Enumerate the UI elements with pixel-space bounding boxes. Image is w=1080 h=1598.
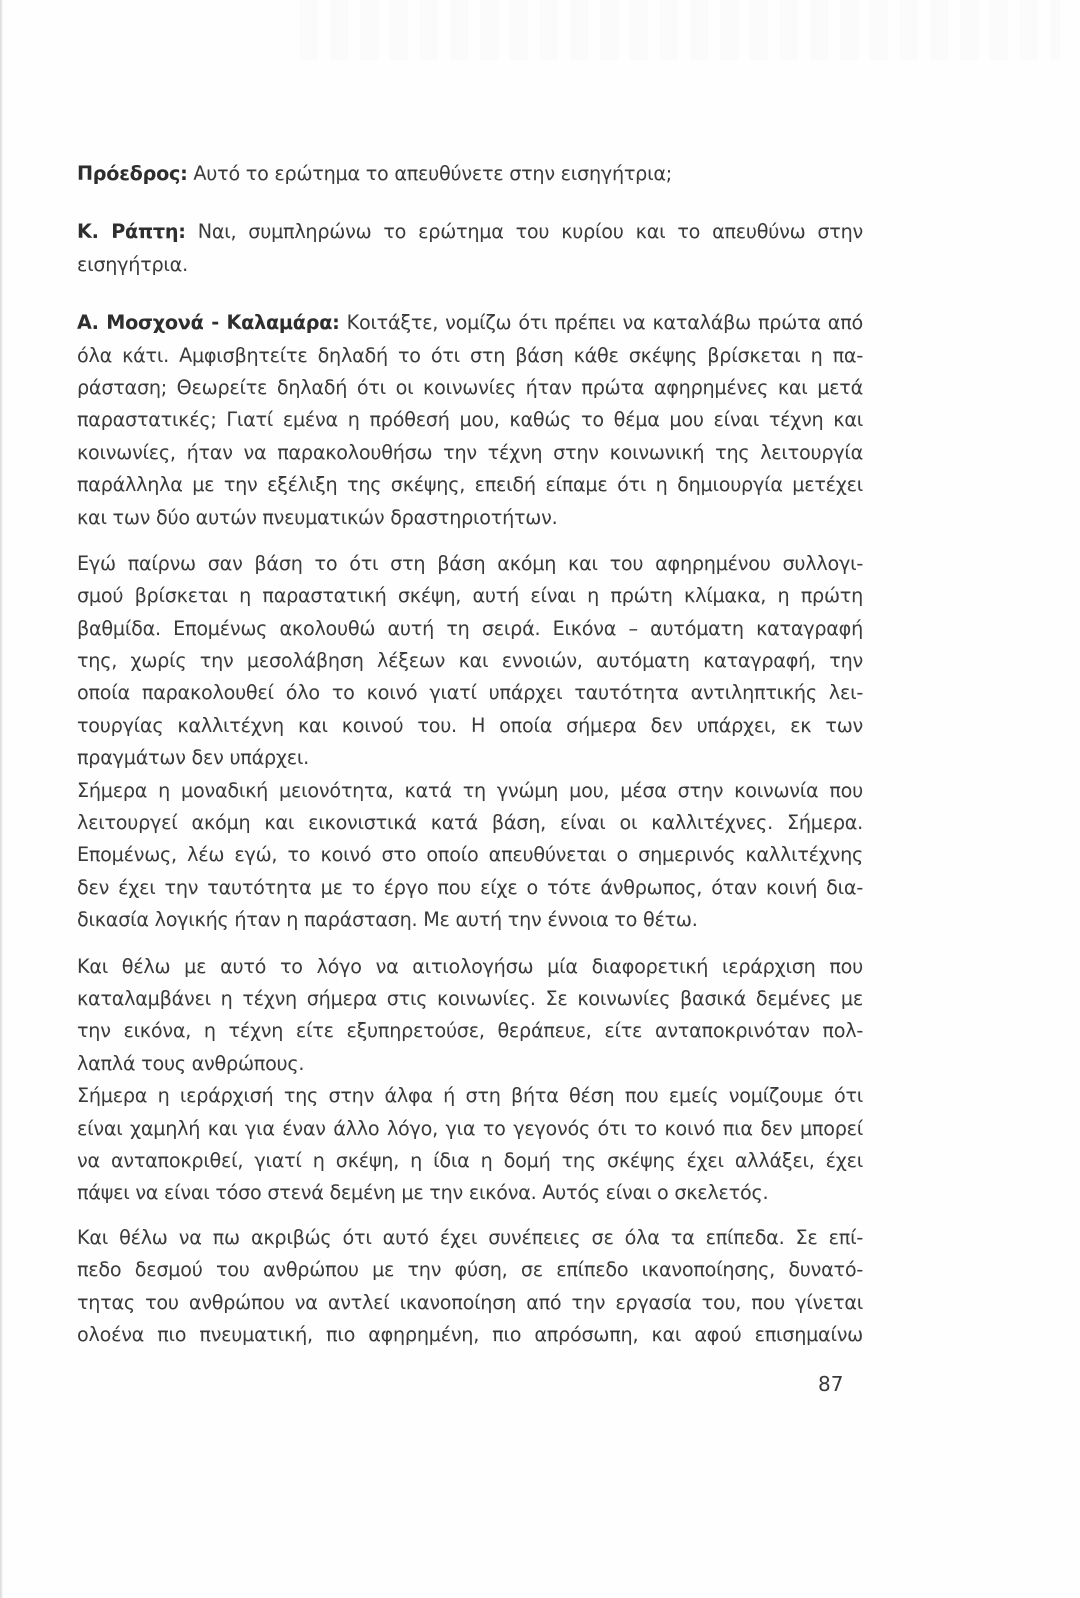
text-line: πάψει να είναι τόσο στενά δεμένη με την εικόνα. Αυτός είναι ο σκελετός. (77, 1181, 769, 1205)
text-line: της, χωρίς την μεσολάβηση λέξεων και εννοιών, αυτόματη καταγραφή, την (77, 649, 863, 673)
paragraph (77, 1222, 863, 1352)
line-text: Ναι, συμπληρώνω το ερώτημα του κυρίου και το απευθύνω στην (185, 220, 863, 244)
paragraph-raptis (77, 216, 863, 281)
text-line: τητας του ανθρώπου να αντλεί ικανοποίηση από την εργασία του, που γίνεται (77, 1290, 863, 1314)
text-line: όλα κάτι. Αμφισβητείτε δηλαδή το ότι στη βάση κάθε σκέψης βρίσκεται η πα- (77, 343, 863, 367)
page-edge (0, 0, 3, 1598)
scan-show-through (300, 0, 1060, 60)
speaker-name: Κ. Ράπτη: (77, 220, 186, 244)
paragraph-gap (77, 534, 863, 548)
text-line: λειτουργεί ακόμη και εικονιστικά κατά βάση, είναι οι καλλιτέχνες. Σήμερα. (77, 811, 863, 835)
text-line: οποία παρακολουθεί όλο το κοινό γιατί υπάρχει ταυτότητα αντιληπτικής λει- (77, 681, 863, 705)
paragraph (77, 951, 863, 1081)
text-line: πραγμάτων δεν υπάρχει. (77, 746, 309, 770)
text-line: Εγώ παίρνω σαν βάση το ότι στη βάση ακόμη και του αφηρημένου συλλογι- (77, 551, 863, 575)
speaker-name: Α. Μοσχονά - Καλαμάρα: (77, 311, 340, 335)
text-line: την εικόνα, η τέχνη είτε εξυπηρετούσε, θεράπευε, είτε ανταποκρινόταν πολ- (77, 1019, 863, 1043)
text-line: πεδο δεσμού του ανθρώπου με την φύση, σε επίπεδο ικανοποίησης, δυνατό- (77, 1258, 863, 1282)
text-line: Και θέλω με αυτό το λόγο να αιτιολογήσω μία διαφορετική ιεράρχιση που (77, 954, 863, 978)
text-line: βαθμίδα. Επομένως ακολουθώ αυτή τη σειρά. Εικόνα – αυτόματη καταγραφή (77, 616, 863, 640)
text-line: δικασία λογικής ήταν η παράσταση. Με αυτή την έννοια το θέτω. (77, 908, 698, 932)
text-line: δεν έχει την ταυτότητα με το έργο που είχε ο τότε άνθρωπος, όταν κοινή δια- (77, 875, 863, 899)
text-line: Σήμερα η μοναδική μειονότητα, κατά τη γνώμη μου, μέσα στην κοινωνία που (77, 778, 863, 802)
speaker-name: Πρόεδρος: (77, 162, 188, 185)
page-body (77, 158, 863, 1351)
line-text: Αυτό το ερώτημα το απευθύνετε στην εισηγήτρια; (187, 162, 672, 185)
text-line: ράσταση; Θεωρείτε δηλαδή ότι οι κοινωνίες ήταν πρώτα αφηρημένες και μετά (77, 375, 863, 399)
text-line: Και θέλω να πω ακριβώς ότι αυτό έχει συνέπειες σε όλα τα επίπεδα. Σε επί- (77, 1225, 863, 1249)
text-line: λαπλά τους ανθρώπους. (77, 1051, 305, 1075)
paragraph-gap (77, 190, 863, 216)
text-line: να ανταποκριθεί, γιατί η σκέψη, η ίδια η δομή της σκέψης έχει αλλάξει, έχει (77, 1148, 863, 1172)
paragraph (77, 775, 863, 937)
text-line: και των δύο αυτών πνευματικών δραστηριοτήτων. (77, 505, 558, 529)
text-line (77, 158, 863, 190)
text-line: Σήμερα η ιεράρχισή της στην άλφα ή στη βήτα θέση που εμείς νομίζουμε ότι (77, 1084, 863, 1108)
text-line: κοινωνίες, ήταν να παρακολουθήσω την τέχνη στην κοινωνική της λειτουργία (77, 440, 863, 464)
paragraph-gap (77, 281, 863, 307)
text-line: ολοένα πιο πνευματική, πιο αφηρημένη, πιο απρόσωπη, και αφού επισημαίνω (77, 1322, 863, 1346)
paragraph (77, 548, 863, 775)
text-line: παραστατικές; Γιατί εμένα η πρόθεσή μου, καθώς το θέμα μου είναι τέχνη και (77, 408, 863, 432)
text-line: Επομένως, λέω εγώ, το κοινό στο οποίο απευθύνεται ο σημερινός καλλιτέχνης (77, 843, 863, 867)
line-text: Κοιτάξτε, νομίζω ότι πρέπει να καταλάβω πρώτα από (339, 311, 863, 335)
text-line: εισηγήτρια. (77, 252, 188, 276)
paragraph-gap (77, 937, 863, 951)
text-line (77, 216, 863, 248)
paragraph (77, 1080, 863, 1210)
text-line: παράλληλα με την εξέλιξη της σκέψης, επειδή είπαμε ότι η δημιουργία μετέχει (77, 473, 863, 497)
text-line: είναι χαμηλή και για έναν άλλο λόγο, για το γεγονός ότι το κοινό πια δεν μπορεί (77, 1116, 863, 1140)
paragraph-chairman (77, 158, 863, 190)
page-number: 87 (818, 1372, 844, 1396)
text-line: καταλαμβάνει η τέχνη σήμερα στις κοινωνίες. Σε κοινωνίες βασικά δεμένες με (77, 986, 863, 1010)
paragraph-moschona-kalamara (77, 307, 863, 534)
paragraph-gap (77, 1210, 863, 1222)
text-line: σμού βρίσκεται η παραστατική σκέψη, αυτή είναι η πρώτη κλίμακα, η πρώτη (77, 584, 863, 608)
text-line: τουργίας καλλιτέχνη και κοινού του. Η οποία σήμερα δεν υπάρχει, εκ των (77, 713, 863, 737)
text-line (77, 307, 863, 339)
